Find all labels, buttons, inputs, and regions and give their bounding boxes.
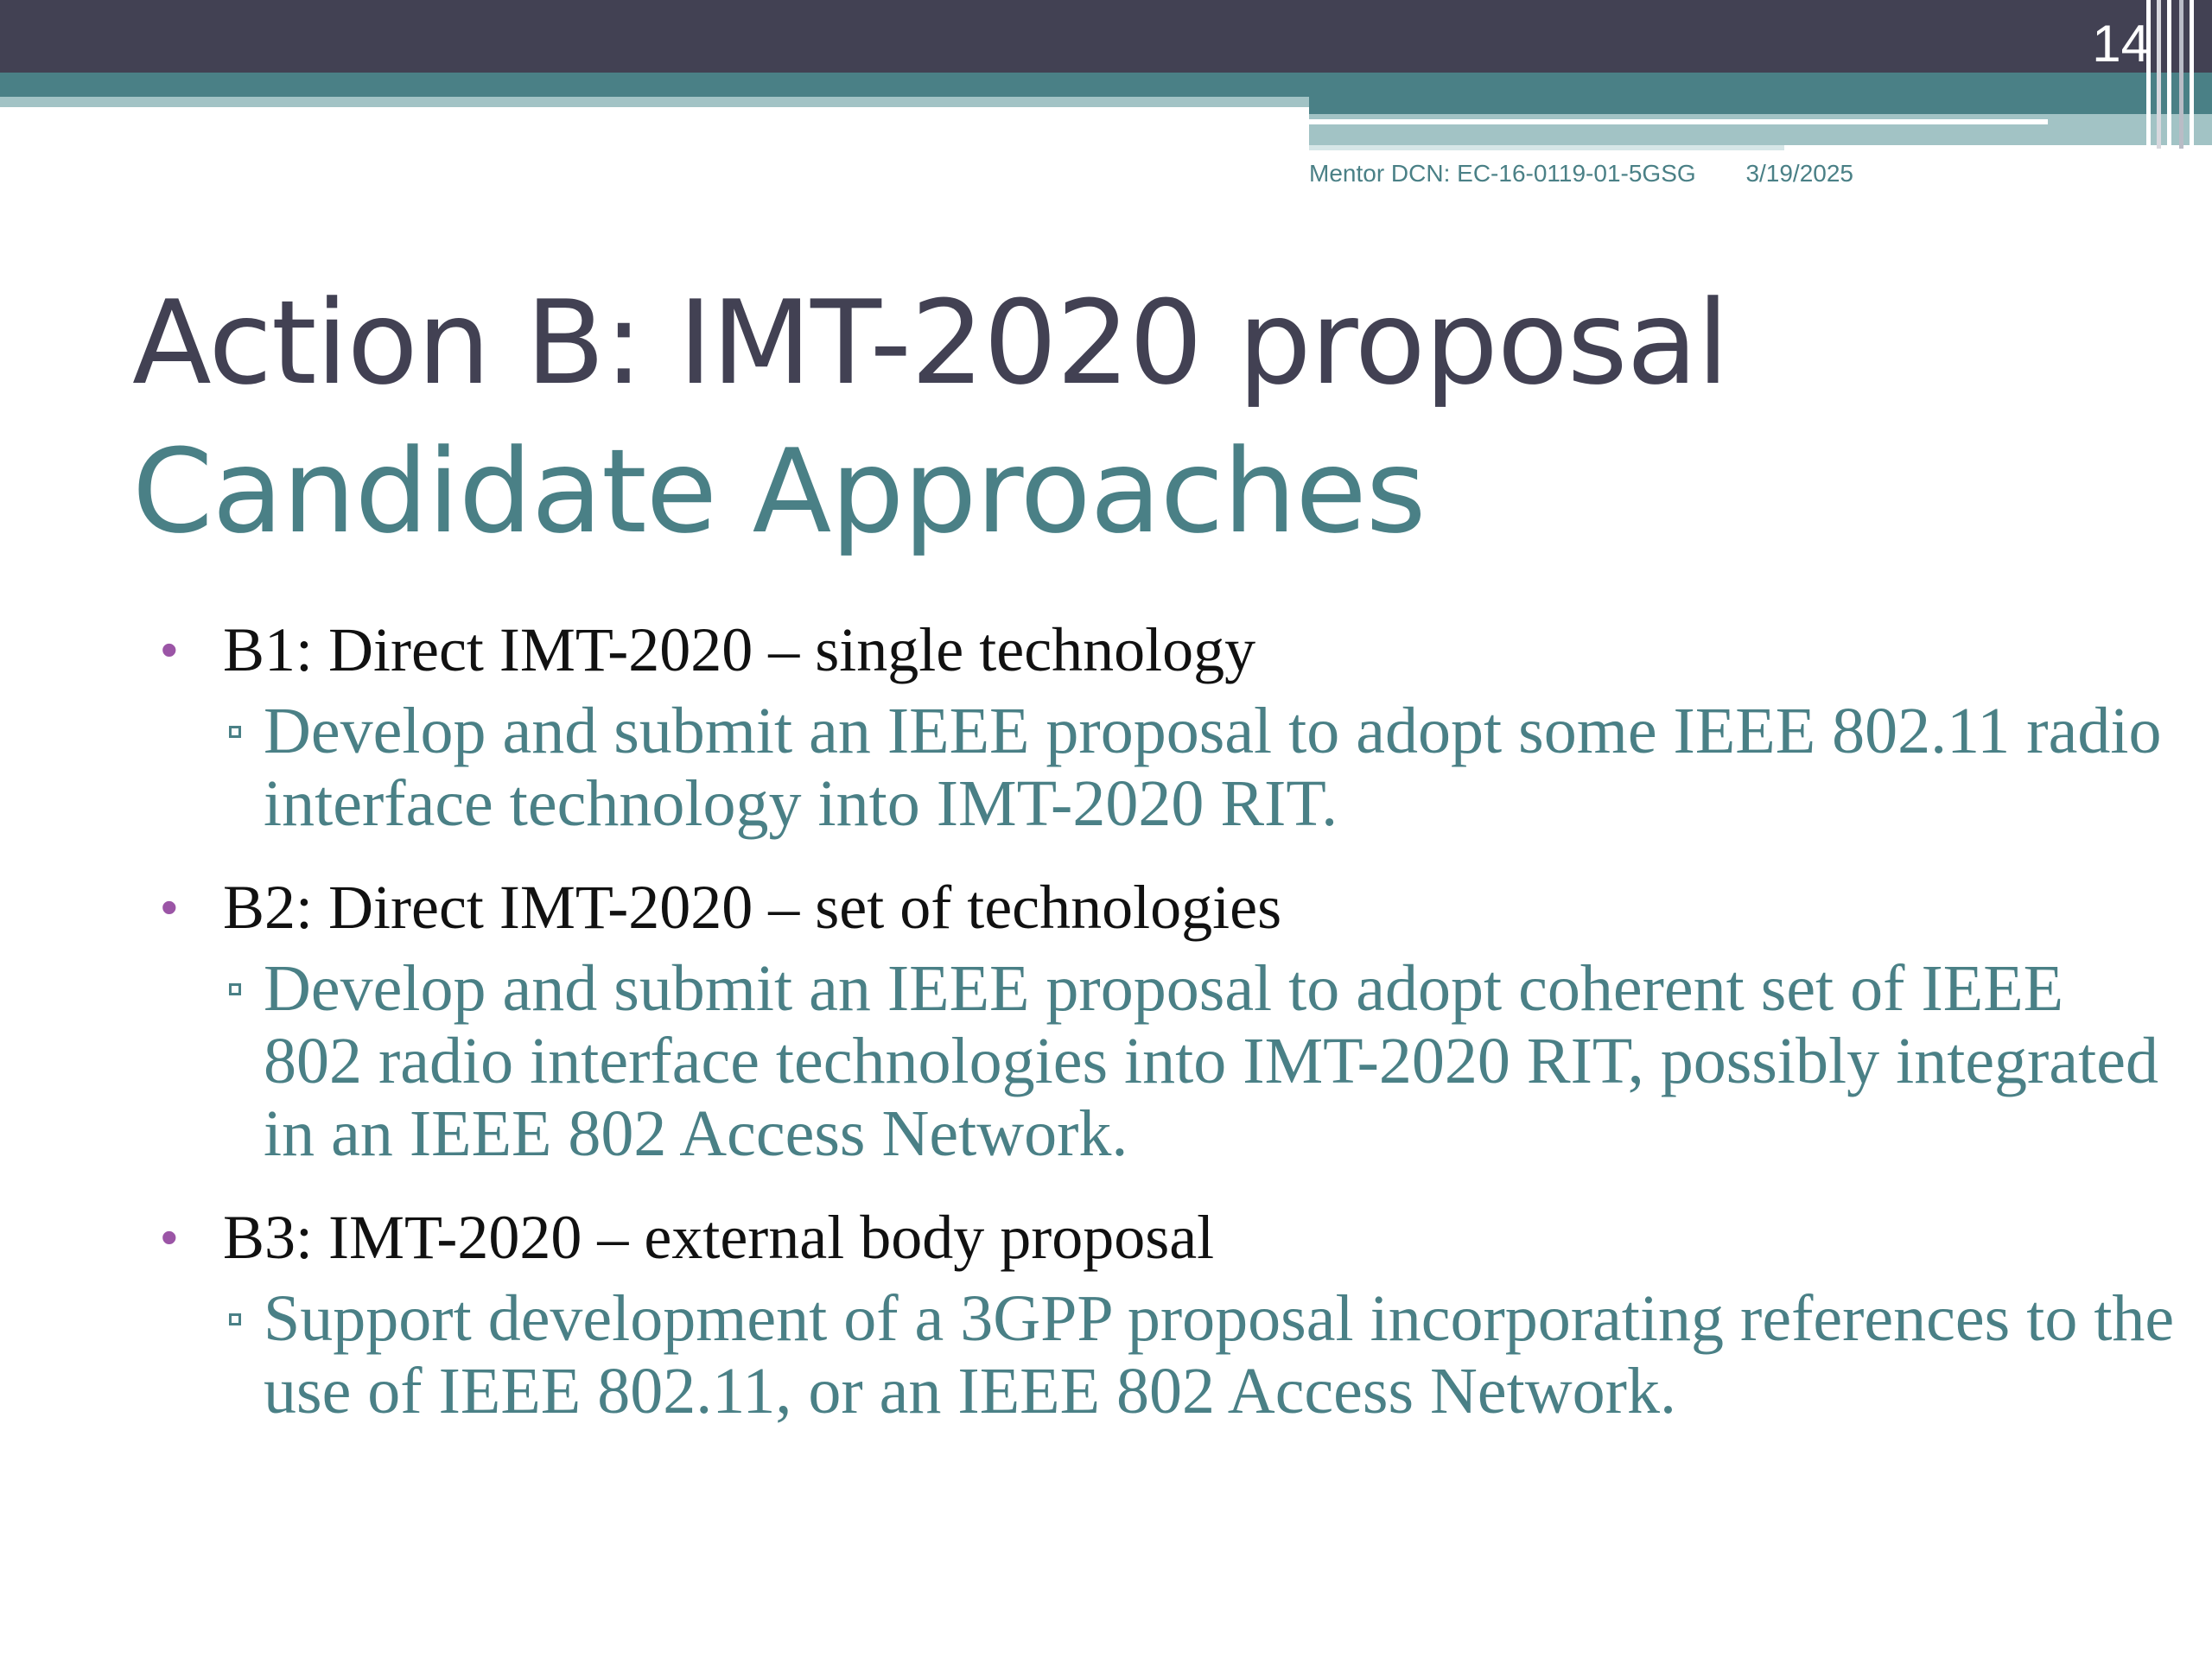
bullet-dot-icon: • [161, 1210, 178, 1264]
header-vertical-stripe [2167, 0, 2171, 149]
bullet-text: B2: Direct IMT-2020 – set of technologies [223, 873, 1282, 942]
document-meta [1309, 160, 1853, 188]
bullet-dot-icon: • [161, 880, 178, 934]
header-vertical-stripe [2190, 0, 2194, 149]
bullet-dot-icon: • [161, 622, 178, 677]
header-stripe-light [0, 97, 1309, 107]
bullet-level-1 [156, 862, 2091, 952]
bullet-text: B3: IMT-2020 – external body proposal [223, 1203, 1215, 1272]
slide-subtitle: Candidate Approaches [132, 424, 1426, 559]
square-bullet-icon [229, 1313, 241, 1325]
bullet-item [156, 862, 2158, 1170]
bullet-text: B1: Direct IMT-2020 – single technology [223, 615, 1256, 684]
slide-number: 14 [2092, 15, 2150, 73]
slide-date: 3/19/2025 [1745, 160, 1854, 187]
bullet-level-1 [156, 1192, 2091, 1282]
header-divider-line [1309, 119, 2048, 124]
header-divider-line-2 [1309, 145, 1784, 150]
bullet-level-2 [264, 952, 2177, 1170]
bullet-item [156, 605, 2162, 840]
bullet-list [156, 605, 2175, 1450]
sub-bullet-text: Support development of a 3GPP proposal incorporating references to the use of IEEE 802.11, or an IEEE 802 Access Network. [264, 1282, 2175, 1427]
sub-bullet-text: Develop and submit an IEEE proposal to adopt coherent set of IEEE 802 radio interface technologies into IMT-2020 RIT, possibly integrated in an IEEE 802 Access Network. [264, 952, 2158, 1170]
bullet-level-2 [264, 695, 2177, 840]
header-stripe [0, 73, 1309, 97]
bullet-item [156, 1192, 2175, 1427]
header-stripe-right [1309, 73, 2212, 114]
sub-bullet-text: Develop and submit an IEEE proposal to adopt some IEEE 802.11 radio interface technology into IMT-2020 RIT. [264, 695, 2162, 840]
square-bullet-icon [229, 983, 241, 995]
header-vertical-stripe [2179, 0, 2183, 149]
square-bullet-icon [229, 726, 241, 738]
mentor-dcn: Mentor DCN: EC-16-0119-01-5GSG [1309, 160, 1696, 187]
slide-title: Action B: IMT-2020 proposal [132, 276, 1728, 410]
bullet-level-1 [156, 605, 2091, 695]
bullet-level-2 [264, 1282, 2177, 1427]
header-vertical-stripe [2157, 0, 2161, 149]
header-band [0, 0, 2212, 73]
